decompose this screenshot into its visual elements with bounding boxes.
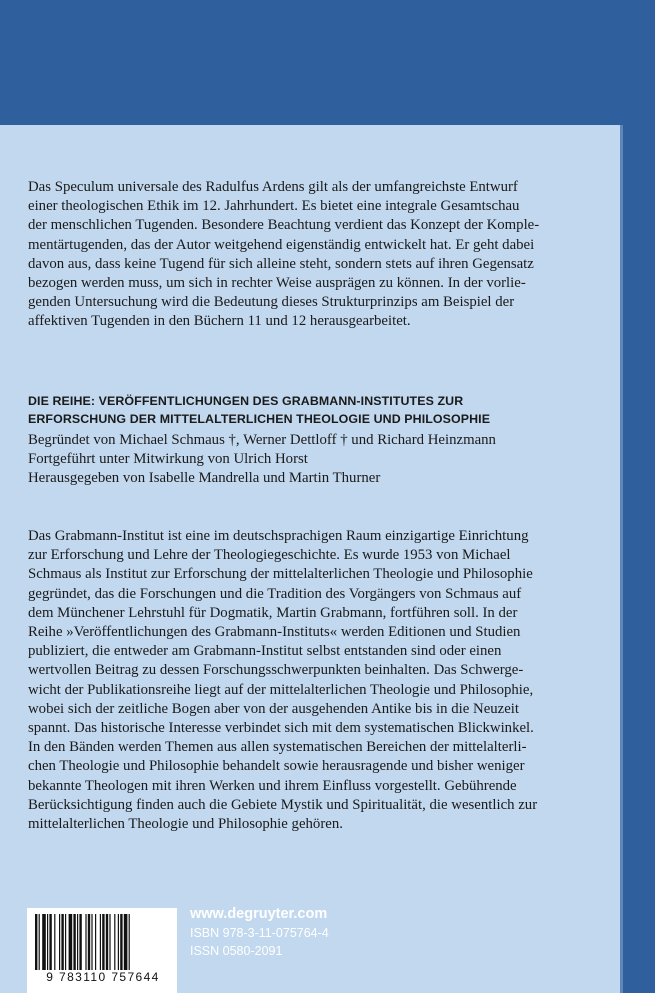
barcode-digits: 9 783110 757644 xyxy=(46,970,160,984)
barcode-bar xyxy=(47,914,48,970)
issn-number: ISSN 0580-2091 xyxy=(190,944,283,958)
barcode-bar xyxy=(35,914,37,970)
institute-description: Das Grabmann-Institut ist eine im deutschsprachigen Raum einzigartige Einrichtung zur Erforschung und Lehre der Theologiegeschichte. Es wurde 1953 von Michael Schmaus als Institut zur Erforschung der mittelalterlichen Theologie und Philosophie gegründet, das die Forschungen und die Tradition des Vorgängers von Schmaus auf dem Münchener Lehrstuhl für Dogmatik, Martin Grabmann, fortführen soll. In der Reihe »Veröffentlichungen des Grabmann-Instituts« werden Editionen und Studien publiziert, die entweder am Grabmann-Institut selbst entstanden sind oder einen wertvollen Beitrag zu dessen Forschungsschwerpunkten beinhalten. Das Schwerge- wicht der Publikationsreihe liegt auf der mittelalterlichen Theologie und Philosophie, wobei sich der zeitliche Bogen aber von der ausgehenden Antike bis in die Neuzeit spannt. Das historische Interesse verbindet sich mit dem systematischen Blickwinkel. In den Bänden werden Themen aus allen systematischen Bereichen der mittelalterli- chen Theologie und Philosophie behandelt sowie herausragende und bisher weniger bekannte Theologen mit ihren Werken und ihrem Einfluss vorgestellt. Gebührende Berücksichtigung finden auch die Gebiete Mystik und Spiritualität, die wesentlich zur mittelalterlichen Theologie und Philosophie gehören. xyxy=(28,528,538,833)
barcode-bar xyxy=(91,914,92,970)
barcode-bar xyxy=(49,914,51,970)
barcode-bar xyxy=(114,914,115,970)
barcode-bar xyxy=(118,914,119,970)
barcode-bar xyxy=(124,914,128,970)
barcode-bar xyxy=(77,914,78,970)
barcode-bar xyxy=(73,914,75,970)
barcode-bar xyxy=(59,914,60,970)
barcode-bar xyxy=(65,914,66,970)
cover-top-band xyxy=(0,0,655,125)
panel-edge-shadow xyxy=(620,125,623,993)
barcode-bars xyxy=(35,914,169,970)
barcode-bar xyxy=(106,914,108,970)
series-editors-line: Herausgegeben von Isabelle Mandrella und Martin Thurner xyxy=(28,470,381,486)
series-continuation: Fortgeführt unter Mitwirkung von Ulrich Horst xyxy=(28,451,308,467)
barcode-bar xyxy=(54,914,55,970)
barcode-bar xyxy=(39,914,40,970)
barcode-bar xyxy=(129,914,130,970)
barcode-bar xyxy=(120,914,122,970)
barcode-bar xyxy=(85,914,86,970)
series-title: DIE REIHE: VERÖFFENTLICHUNGEN DES GRABMANN-INSTITUTES ZUR ERFORSCHUNG DER MITTELALTERLICHEN THEOLOGIE UND PHILOSOPHIE xyxy=(28,394,491,426)
barcode-bar xyxy=(79,914,81,970)
series-editors xyxy=(28,431,608,488)
isbn-number: ISBN 978-3-11-075764-4 xyxy=(190,926,329,940)
book-description: Das Speculum universale des Radulfus Ardens gilt als der umfangreichste Entwurf einer theologischen Ethik im 12. Jahrhundert. Es bietet eine integrale Gesamtschau der menschlichen Tugenden. Besondere Beachtung verdient das Konzept der Komple- mentärtugenden, das der Autor weitgehend eigenständig entwickelt hat. Er geht dabei davon aus, dass keine Tugend für sich alleine steht, sondern stets auf ihren Gegensatz bezogen werden muss, um sich in rechter Weise ausprägen zu können. In der vorlie- genden Untersuchung wird die Bedeutung dieses Strukturprinzips am Beispiel der affektiven Tugenden in den Büchern 11 und 12 herausgearbeitet. xyxy=(28,179,540,330)
series-founders: Begründet von Michael Schmaus †, Werner Dettloff † und Richard Heinzmann xyxy=(28,432,496,448)
barcode-bar xyxy=(109,914,110,970)
barcode-bar xyxy=(88,914,90,970)
barcode-bar xyxy=(61,914,63,970)
barcode-bar xyxy=(102,914,104,970)
barcode-bar xyxy=(100,914,101,970)
barcode-bar xyxy=(42,914,46,970)
barcode-bar xyxy=(69,914,73,970)
publisher-url[interactable]: www.degruyter.com xyxy=(190,906,328,922)
barcode-bar xyxy=(95,914,96,970)
isbn-barcode xyxy=(27,908,177,993)
